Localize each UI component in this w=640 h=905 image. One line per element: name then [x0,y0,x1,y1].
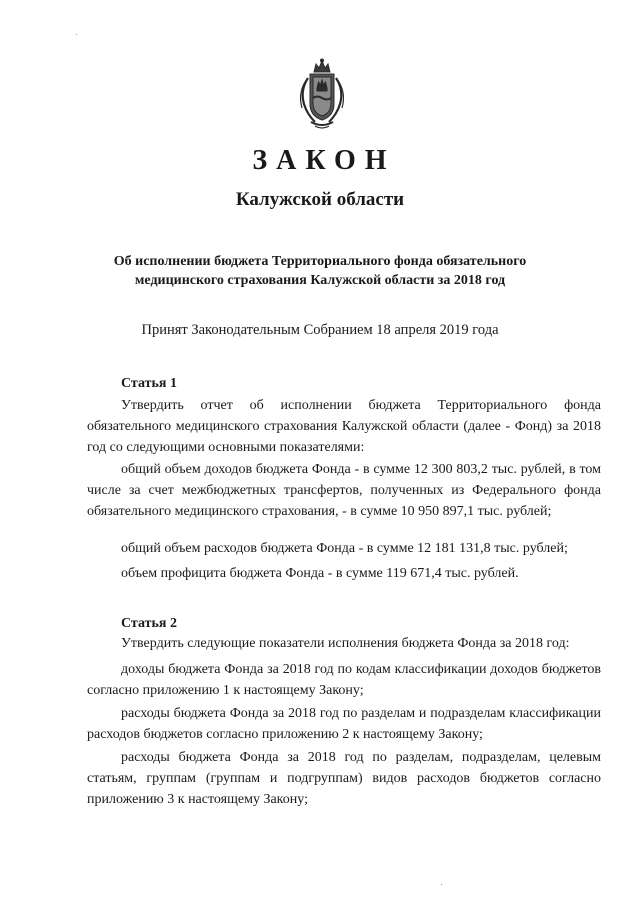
region-name: Калужской области [235,189,405,210]
document-type-title: ЗАКОН [252,145,396,176]
article-1-revenue: общий объем доходов бюджета Фонда - в сумме 12 300 803,2 тыс. рублей, в том числе за счет межбюджетных трансфертов, полученных из Федерального фонда обязательного медицинского страхования, - в сумме 10 950 897,1 тыс. рублей; [87,462,601,519]
article-1-title: Статья 1 [121,376,177,391]
article-2-item-2: расходы бюджета Фонда за 2018 год по разделам и подразделам классификации расходов бюджетов согласно приложению 2 к настоящему Закону; [87,706,601,742]
article-2-item-1: доходы бюджета Фонда за 2018 год по кодам классификации доходов бюджетов согласно приложению 1 к настоящему Закону; [87,662,601,698]
scan-speck [76,34,77,35]
article-2-item-3: расходы бюджета Фонда за 2018 год по разделам, подразделам, целевым статьям, группам (группам и подгруппам) видов расходов бюджетов согласно приложению 3 к настоящему Закону; [87,750,601,807]
coat-of-arms-icon [291,58,353,132]
scan-speck [441,884,442,885]
law-subject [100,252,540,290]
article-1-intro: Утвердить отчет об исполнении бюджета Территориального фонда обязательного медицинского страхования Калужской области (далее - Фонд) за 2018 год со следующими основными показателями: [87,398,601,455]
article-2-intro: Утвердить следующие показатели исполнения бюджета Фонда за 2018 год: [121,636,570,651]
article-2-title: Статья 2 [121,616,177,631]
adoption-note: Принят Законодательным Собранием 18 апреля 2019 года [141,322,499,338]
article-1-expenses: общий объем расходов бюджета Фонда - в сумме 12 181 131,8 тыс. рублей; [121,541,568,556]
article-1-surplus: объем профицита бюджета Фонда - в сумме 119 671,4 тыс. рублей. [121,566,519,581]
law-subject-line: медицинского страхования Калужской области за 2018 год [134,273,506,288]
law-subject-line: Об исполнении бюджета Территориального фонда обязательного [113,254,527,269]
